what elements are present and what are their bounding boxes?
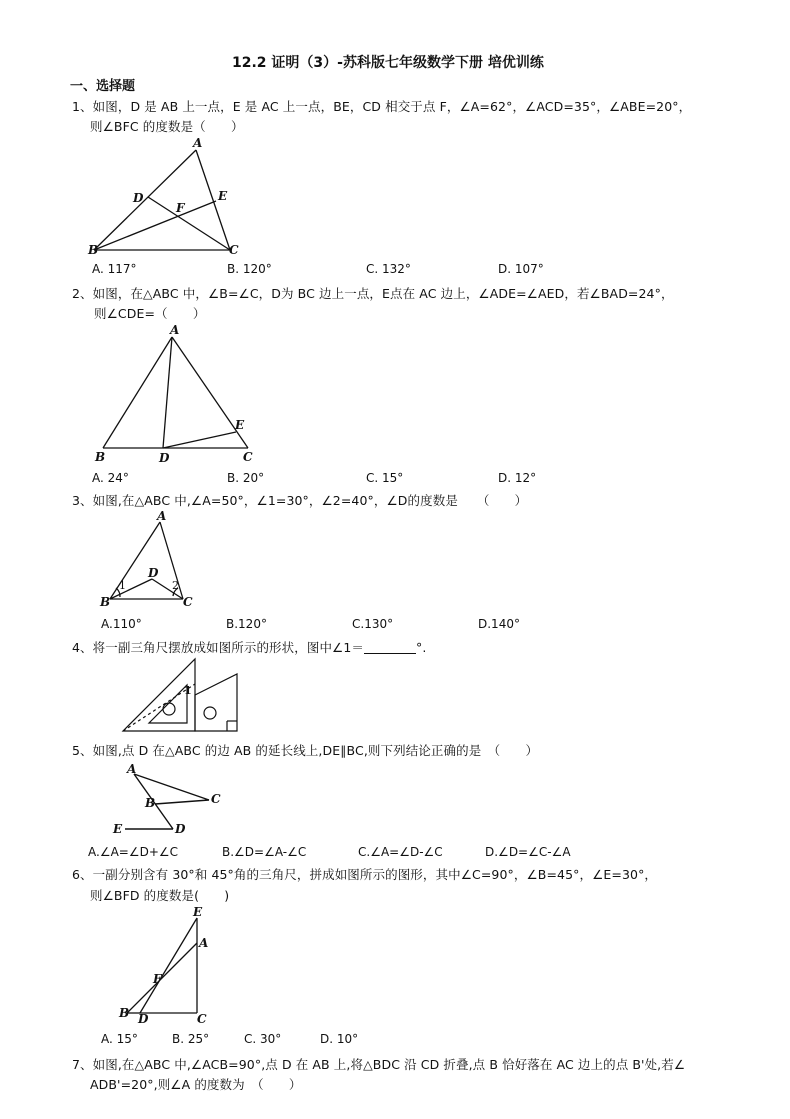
q3-label-2: 2 bbox=[172, 579, 179, 592]
q1-text-line1: 1、如图，D 是 AB 上一点，E 是 AC 上一点，BE，CD 相交于点 F，∠A=62°，∠ACD=35°，∠ABE=20°， bbox=[72, 99, 692, 114]
q1-option-b[interactable]: B. 120° bbox=[227, 262, 272, 276]
q2-option-c[interactable]: C. 15° bbox=[366, 471, 404, 485]
q5-label-e: E bbox=[113, 822, 123, 836]
q2-label-b: B bbox=[95, 450, 106, 464]
q2-label-a: A bbox=[170, 323, 180, 337]
q3-option-a[interactable]: A.110° bbox=[101, 617, 142, 631]
q5-option-c[interactable]: C.∠A=∠D-∠C bbox=[358, 845, 443, 859]
q1-option-a[interactable]: A. 117° bbox=[92, 262, 137, 276]
q1-label-e: E bbox=[218, 189, 228, 203]
q6-label-b: B bbox=[119, 1006, 130, 1020]
q1-option-c[interactable]: C. 132° bbox=[366, 262, 411, 276]
q6-label-f: F bbox=[153, 972, 162, 986]
q5-option-a[interactable]: A.∠A=∠D+∠C bbox=[88, 845, 179, 859]
q5-option-b[interactable]: B.∠D=∠A-∠C bbox=[222, 845, 307, 859]
q1-label-f: F bbox=[176, 201, 185, 215]
q2-option-d[interactable]: D. 12° bbox=[498, 471, 537, 485]
q6-label-c: C bbox=[197, 1012, 207, 1026]
q2-text-line2: 则∠CDE=（ ） bbox=[94, 306, 206, 321]
q6-option-b[interactable]: B. 25° bbox=[172, 1032, 210, 1046]
q3-option-c[interactable]: C.130° bbox=[352, 617, 394, 631]
q1-label-c: C bbox=[229, 243, 239, 257]
q1-option-d[interactable]: D. 107° bbox=[498, 262, 544, 276]
q5-label-c: C bbox=[211, 792, 221, 806]
q2-text-line1: 2、如图，在△ABC 中，∠B=∠C，D为 BC 边上一点，E点在 AC 边上，∠ADE=∠AED，若∠BAD=24°， bbox=[72, 286, 674, 301]
q2-label-d: D bbox=[159, 451, 170, 465]
q3-label-c: C bbox=[183, 595, 193, 609]
q1-label-a: A bbox=[193, 136, 203, 150]
q3-text-line1: 3、如图,在△ABC 中,∠A=50°，∠1=30°，∠2=40°，∠D的度数是 （ ） bbox=[72, 493, 528, 508]
q6-option-c[interactable]: C. 30° bbox=[244, 1032, 282, 1046]
q4-label-1: 1 bbox=[184, 684, 192, 697]
q3-option-d[interactable]: D.140° bbox=[478, 617, 520, 631]
q6-label-d: D bbox=[138, 1012, 149, 1026]
q1-label-d: D bbox=[133, 191, 144, 205]
q6-text-line2: 则∠BFD 的度数是( ) bbox=[90, 888, 230, 903]
q5-label-a: A bbox=[127, 762, 137, 776]
section-heading: 一、选择题 bbox=[70, 79, 136, 94]
q4-text-prefix: 4、将一副三角尺摆放成如图所示的形状，图中∠1＝ bbox=[72, 640, 365, 655]
q3-label-a: A bbox=[157, 509, 167, 523]
q2-option-b[interactable]: B. 20° bbox=[227, 471, 265, 485]
q5-text-line1: 5、如图,点 D 在△ABC 的边 AB 的延长线上,DE∥BC,则下列结论正确的是 （ ） bbox=[72, 743, 539, 758]
q2-option-a[interactable]: A. 24° bbox=[92, 471, 129, 485]
q4-text-suffix: °. bbox=[416, 640, 427, 655]
q5-label-b: B bbox=[145, 796, 156, 810]
q5-label-d: D bbox=[175, 822, 186, 836]
q6-option-a[interactable]: A. 15° bbox=[101, 1032, 138, 1046]
q7-text-line2: ADB'=20°,则∠A 的度数为 （ ） bbox=[90, 1077, 302, 1092]
q7-text-line1: 7、如图,在△ABC 中,∠ACB=90°,点 D 在 AB 上,将△BDC 沿 CD 折叠,点 B 恰好落在 AC 边上的点 B'处,若∠ bbox=[72, 1057, 686, 1072]
q6-option-d[interactable]: D. 10° bbox=[320, 1032, 359, 1046]
q1-label-b: B bbox=[88, 243, 99, 257]
q5-option-d[interactable]: D.∠D=∠C-∠A bbox=[485, 845, 571, 859]
q3-label-1: 1 bbox=[119, 579, 126, 592]
q3-label-d: D bbox=[148, 566, 159, 580]
q3-option-b[interactable]: B.120° bbox=[226, 617, 267, 631]
q6-label-a: A bbox=[199, 936, 209, 950]
q3-label-b: B bbox=[100, 595, 111, 609]
q2-label-e: E bbox=[235, 418, 245, 432]
page-title: 12.2 证明（3）-苏科版七年级数学下册 培优训练 bbox=[232, 55, 544, 71]
q1-text-line2: 则∠BFC 的度数是（ ） bbox=[90, 119, 244, 134]
q6-label-e: E bbox=[193, 905, 203, 919]
q6-text-line1: 6、一副分别含有 30°和 45°角的三角尺，拼成如图所示的图形，其中∠C=90°，∠B=45°，∠E=30°， bbox=[72, 867, 658, 882]
q2-label-c: C bbox=[243, 450, 253, 464]
